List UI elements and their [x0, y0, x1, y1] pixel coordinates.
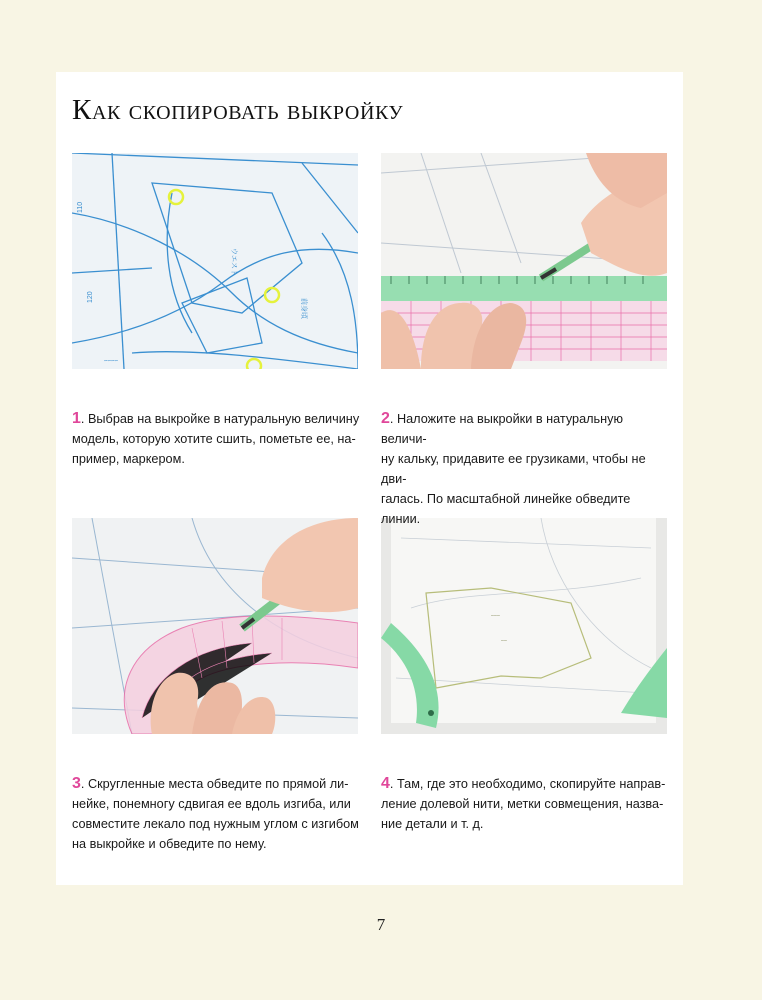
page-title: Как скопировать выкройку	[72, 94, 404, 126]
step-1-number: 1	[72, 410, 81, 427]
step-1-photo	[72, 153, 358, 369]
step-3-caption: 3. Скругленные места обведите по прямой ли- нейке, понемногу сдвигая ее вдоль изгиба, или совместите лекало под нужным углом с изгибом на выкройке и обведите по нему.	[72, 775, 359, 851]
svg-text:ウエスト: ウエスト	[230, 248, 237, 276]
content-panel	[56, 72, 683, 885]
step-2-photo	[381, 153, 667, 369]
svg-text:ｰｰｰｰ: ｰｰｰｰ	[104, 358, 118, 365]
svg-text:120: 120	[87, 291, 94, 303]
step-3-photo	[72, 518, 358, 734]
step-4-number: 4	[381, 775, 390, 792]
svg-text:ｰｰｰ: ｰｰｰ	[491, 614, 501, 620]
svg-text:前身頃: 前身頃	[300, 298, 307, 319]
step-1-caption: 1. Выбрав на выкройке в натуральную величину модель, которую хотите сшить, пометьте ее, на- пример, маркером.	[72, 410, 360, 466]
page-number: 7	[376, 915, 386, 934]
svg-text:ｰｰ: ｰｰ	[501, 639, 508, 645]
step-4-photo	[381, 518, 667, 734]
step-2-caption: 2. Наложите на выкройки в натуральную величи- ну кальку, придавите ее грузиками, чтобы не дви- галась. По масштабной линейке обведите линии.	[381, 410, 646, 526]
step-3-number: 3	[72, 775, 81, 792]
step-2-number: 2	[381, 410, 390, 427]
svg-text:110: 110	[77, 201, 84, 213]
step-4-caption: 4. Там, где это необходимо, скопируйте направ- ление долевой нити, метки совмещения, назва- ние детали и т. д.	[381, 775, 666, 831]
